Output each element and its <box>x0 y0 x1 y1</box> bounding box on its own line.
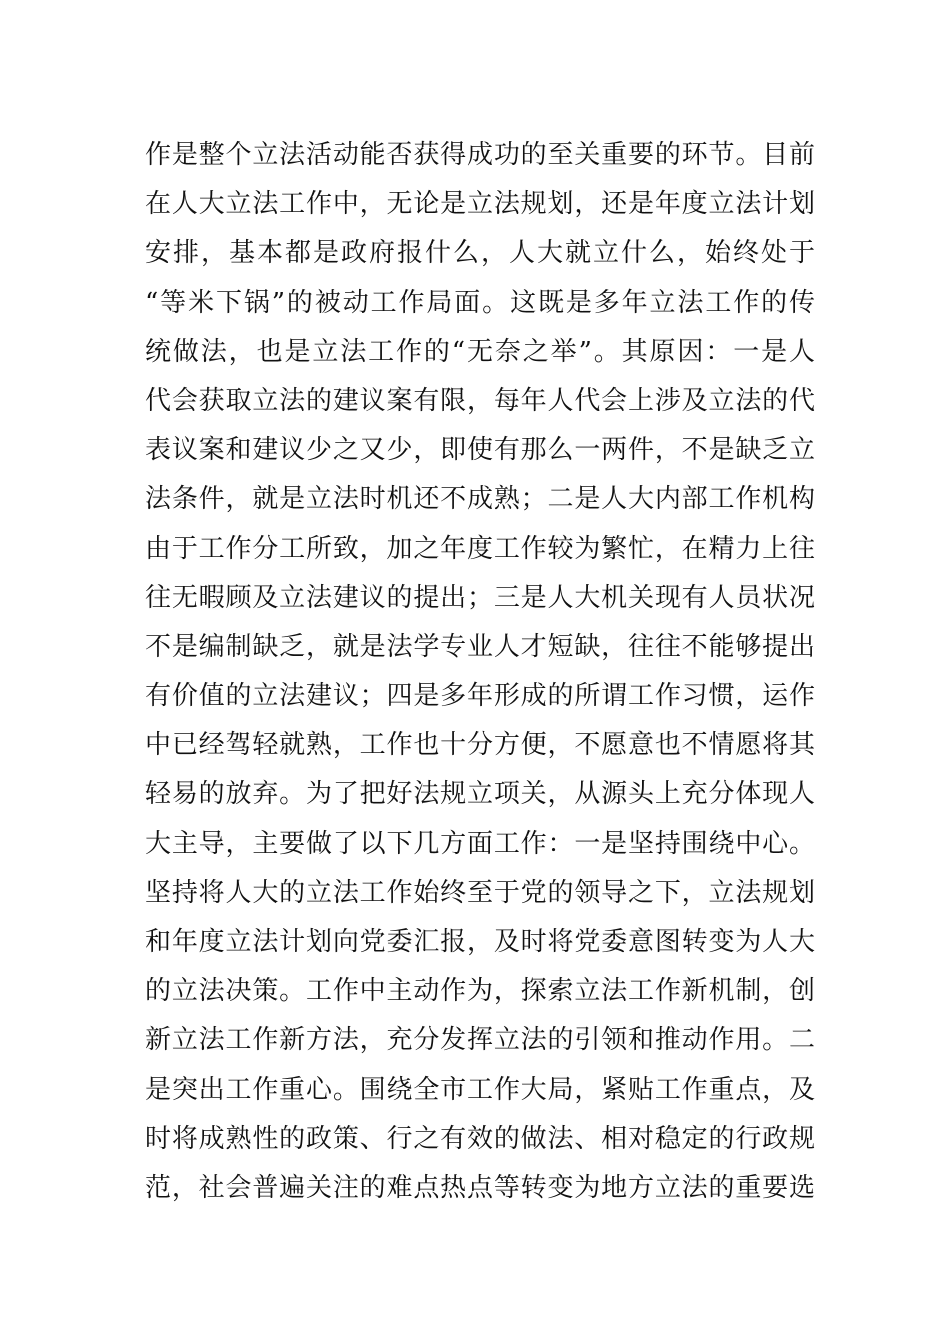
text-line: 不是编制缺乏，就是法学专业人才短缺，往往不能够提出 <box>145 631 815 662</box>
text-line: 往无暇顾及立法建议的提出；三是人大机关现有人员状况 <box>145 582 815 613</box>
text-line: 是突出工作重心。围绕全市工作大局，紧贴工作重点，及 <box>145 1074 815 1105</box>
text-line: “等米下锅”的被动工作局面。这既是多年立法工作的传 <box>145 287 815 318</box>
text-line: 作是整个立法活动能否获得成功的至关重要的环节。目前 <box>145 140 815 170</box>
text-line: 的立法决策。工作中主动作为，探索立法工作新机制，创 <box>145 976 815 1007</box>
text-line: 时将成熟性的政策、行之有效的做法、相对稳定的行政规 <box>145 1123 815 1154</box>
text-line: 统做法，也是立法工作的“无奈之举”。其原因：一是人 <box>145 336 815 367</box>
text-line: 坚持将人大的立法工作始终至于党的领导之下，立法规划 <box>145 877 815 908</box>
text-line: 轻易的放弃。为了把好法规立项关，从源头上充分体现人 <box>145 779 815 810</box>
text-line: 由于工作分工所致，加之年度工作较为繁忙，在精力上往 <box>145 533 815 564</box>
text-line: 安排，基本都是政府报什么，人大就立什么，始终处于 <box>145 238 815 269</box>
text-line: 范，社会普遍关注的难点热点等转变为地方立法的重要选 <box>145 1172 815 1203</box>
text-line: 在人大立法工作中，无论是立法规划，还是年度立法计划 <box>145 189 815 220</box>
text-line: 新立法工作新方法，充分发挥立法的引领和推动作用。二 <box>145 1025 815 1056</box>
text-line: 表议案和建议少之又少，即使有那么一两件，不是缺乏立 <box>145 435 815 466</box>
text-line: 有价值的立法建议；四是多年形成的所谓工作习惯，运作 <box>145 681 815 712</box>
body-text <box>145 131 815 1213</box>
text-line: 法条件，就是立法时机还不成熟；二是人大内部工作机构 <box>145 484 815 515</box>
text-line: 和年度立法计划向党委汇报，及时将党委意图转变为人大 <box>145 927 815 957</box>
text-line: 大主导，主要做了以下几方面工作：一是坚持围绕中心。 <box>145 828 815 859</box>
text-line: 中已经驾轻就熟，工作也十分方便，不愿意也不情愿将其 <box>145 730 815 761</box>
text-line: 代会获取立法的建议案有限，每年人代会上涉及立法的代 <box>145 385 815 416</box>
